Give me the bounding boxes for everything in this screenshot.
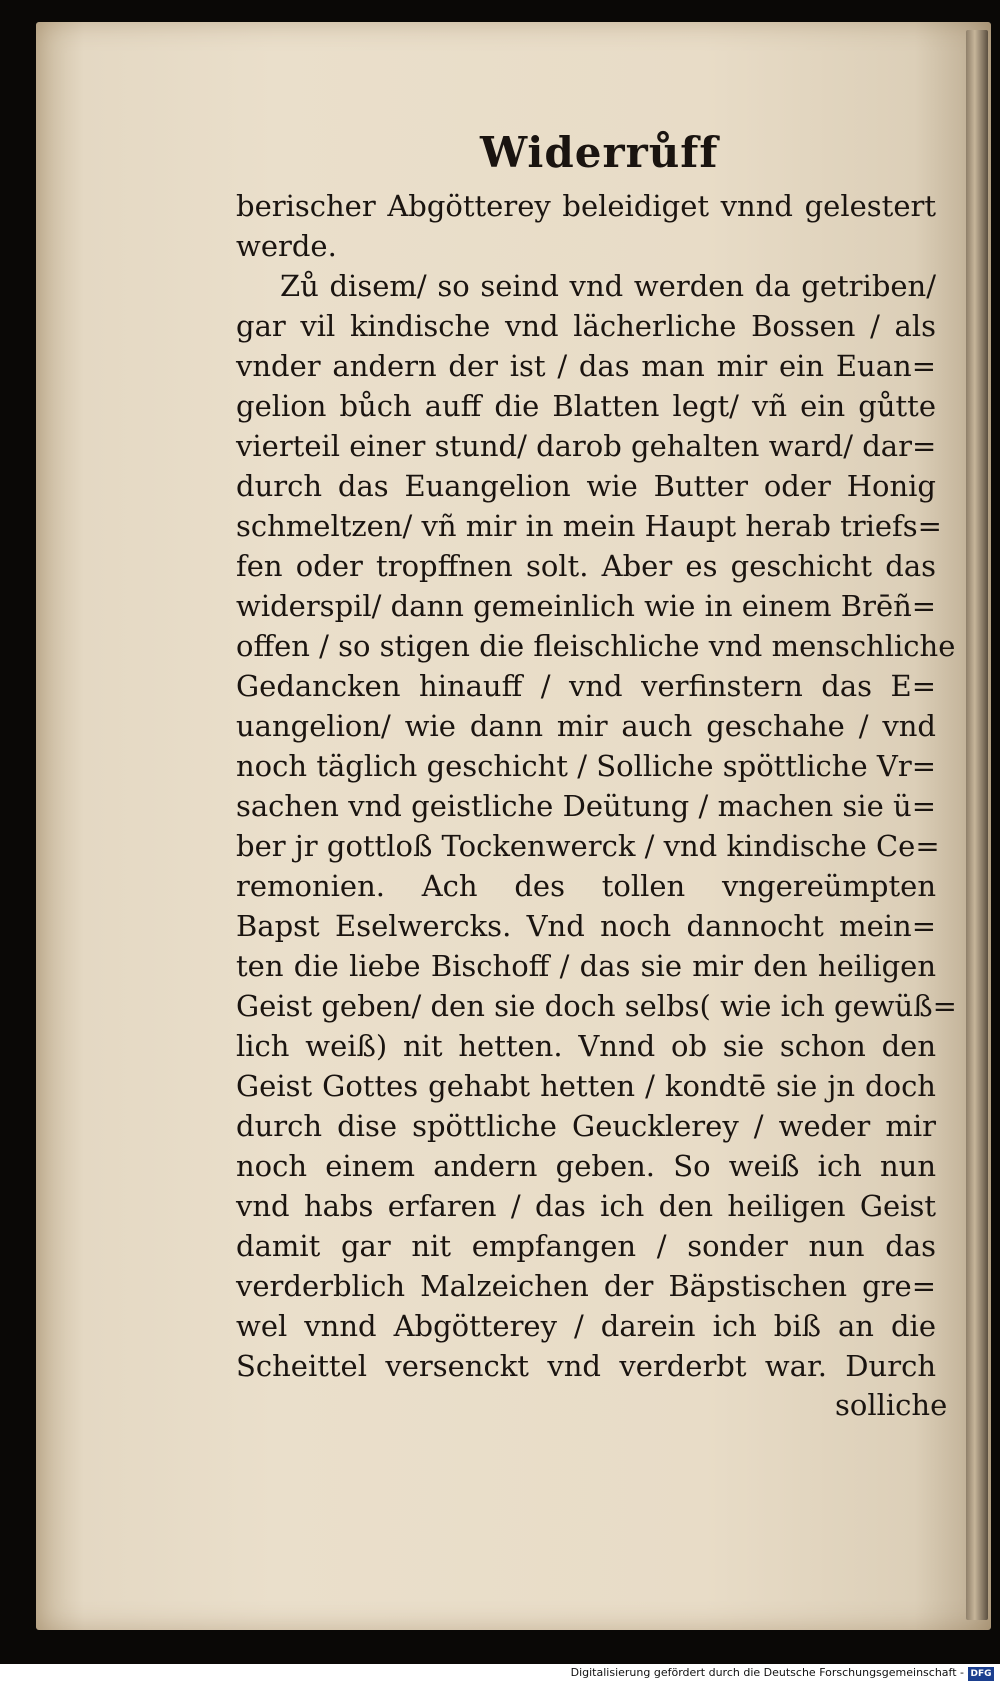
page-edge <box>966 30 988 1620</box>
text-line: sachen vnd geistliche Deütung / machen sie ü= <box>236 789 936 823</box>
text-line: vnder andern der ist / das man mir ein Euan= <box>236 349 936 383</box>
text-line: Scheittel versenckt vnd verderbt war. Durch <box>236 1349 936 1383</box>
text-line: gar vil kindische vnd lächerliche Bossen / als <box>236 309 936 343</box>
dfg-logo: DFG <box>968 1667 994 1681</box>
text-line: durch dise spöttliche Geucklerey / weder mir <box>236 1109 936 1143</box>
text-line: Gedancken hinauff / vnd verfinstern das E= <box>236 669 936 703</box>
text-line: durch das Euangelion wie Butter oder Honig <box>236 469 936 503</box>
text-line: Geist Gottes gehabt hetten / kondtē sie jn doch <box>236 1069 936 1103</box>
text-line: fen oder tropffnen solt. Aber es geschicht das <box>236 549 936 583</box>
catchword: solliche <box>835 1388 948 1422</box>
text-line: verderblich Malzeichen der Bäpstischen gre= <box>236 1269 936 1303</box>
text-line: Zů disem/ so seind vnd werden da getriben/ <box>280 269 936 303</box>
text-line: remonien. Ach des tollen vngereümpten <box>236 869 936 903</box>
text-line: werde. <box>236 229 337 263</box>
text-line: berischer Abgötterey beleidiget vnnd gelestert <box>236 189 936 223</box>
text-line: schmeltzen/ vñ mir in mein Haupt herab triefs= <box>236 509 942 543</box>
text-line: vierteil einer stund/ darob gehalten ward/ dar= <box>236 429 937 463</box>
text-line: Bapst Eselwercks. Vnd noch dannocht mein= <box>236 909 936 943</box>
text-line: damit gar nit empfangen / sonder nun das <box>236 1229 936 1263</box>
text-line: ber jr gottloß Tockenwerck / vnd kindische Ce= <box>236 829 940 863</box>
text-block <box>236 186 957 1386</box>
text-line: lich weiß) nit hetten. Vnnd ob sie schon den <box>236 1029 936 1063</box>
text-line: vnd habs erfaren / das ich den heiligen Geist <box>236 1189 936 1223</box>
text-line: wel vnnd Abgötterey / darein ich biß an die <box>236 1309 936 1343</box>
text-line: noch täglich geschicht / Solliche spöttliche Vr= <box>236 749 936 783</box>
digitization-footer <box>0 1664 1000 1685</box>
text-line: offen / so stigen die fleischliche vnd menschliche <box>236 629 956 663</box>
text-line: noch einem andern geben. So weiß ich nun <box>236 1149 936 1183</box>
text-line: uangelion/ wie dann mir auch geschahe / vnd <box>236 709 936 743</box>
text-line: gelion bůch auff die Blatten legt/ vñ ein gůtte <box>236 389 936 423</box>
running-header: Widerrůff <box>480 128 719 177</box>
text-line: widerspil/ dann gemeinlich wie in einem Brēñ= <box>236 589 937 623</box>
footer-credit-text: Digitalisierung gefördert durch die Deutsche Forschungsgemeinschaft - <box>570 1666 964 1679</box>
text-line: Geist geben/ den sie doch selbs( wie ich gewüß= <box>236 989 957 1023</box>
text-line: ten die liebe Bischoff / das sie mir den heiligen <box>236 949 936 983</box>
